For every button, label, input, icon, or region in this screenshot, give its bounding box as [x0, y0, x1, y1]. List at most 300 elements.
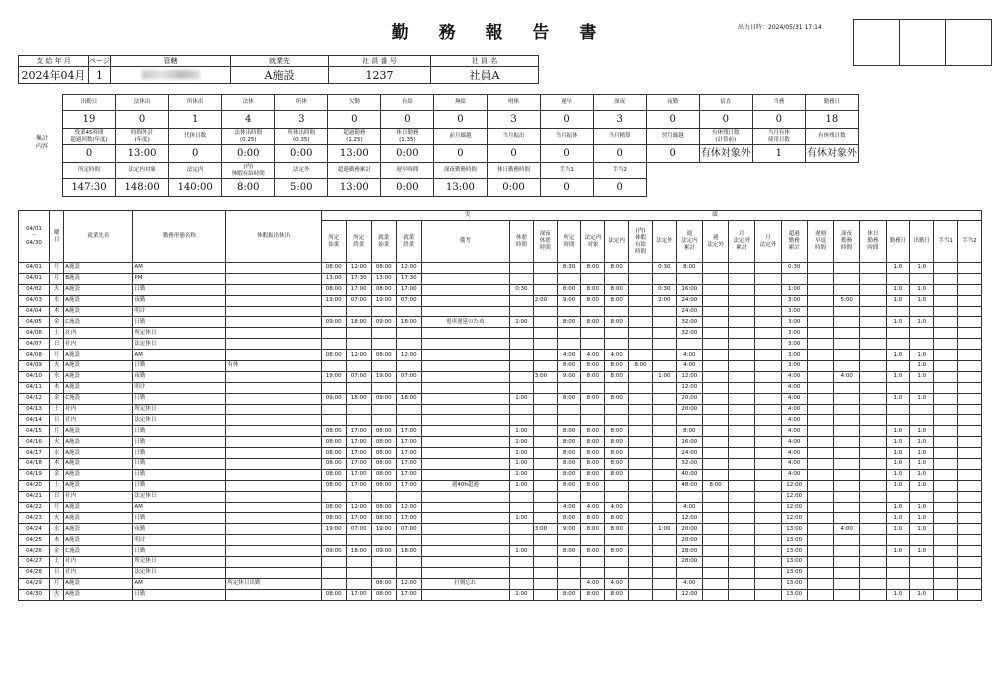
table-cell — [910, 578, 934, 589]
table-cell — [421, 382, 509, 393]
table-cell — [834, 469, 860, 480]
table-cell: A施設 — [64, 382, 133, 393]
table-cell — [957, 578, 981, 589]
table-cell: 1:00 — [509, 393, 533, 404]
table-cell — [957, 371, 981, 382]
table-cell — [910, 404, 934, 415]
table-cell — [396, 361, 421, 372]
table-cell: 18:00 — [396, 393, 421, 404]
table-cell — [509, 535, 533, 546]
table-cell — [729, 448, 755, 459]
table-cell: 19:00 — [371, 371, 396, 382]
table-cell — [886, 361, 910, 372]
table-cell — [934, 491, 958, 502]
column-header: 所定 時間 — [557, 221, 581, 263]
table-cell: 07:00 — [396, 524, 421, 535]
table-cell — [729, 263, 755, 274]
table-cell — [755, 567, 781, 578]
employee-number: 1237 — [329, 67, 431, 84]
table-cell: 04/07 — [19, 339, 50, 350]
table-cell: 04/21 — [19, 491, 50, 502]
table-cell — [629, 382, 653, 393]
table-cell: 8:00 — [557, 361, 581, 372]
table-cell — [605, 480, 629, 491]
table-cell: 8:00 — [557, 317, 581, 328]
table-cell — [755, 273, 781, 284]
table-cell — [533, 317, 557, 328]
table-cell — [807, 480, 833, 491]
table-cell — [910, 306, 934, 317]
table-cell: 8:00 — [581, 361, 605, 372]
table-cell — [557, 328, 581, 339]
table-cell — [581, 535, 605, 546]
table-cell: 1.0 — [886, 524, 910, 535]
table-cell — [533, 273, 557, 284]
table-cell: 4:00 — [581, 350, 605, 361]
summary-label: 法定内 — [169, 163, 222, 179]
table-cell — [934, 393, 958, 404]
table-cell — [729, 459, 755, 470]
summary-value: 0 — [699, 111, 752, 129]
table-cell: 8:00 — [605, 546, 629, 557]
summary-value: 3 — [275, 111, 328, 129]
table-cell: 8:00 — [676, 426, 702, 437]
table-cell: 12:00 — [781, 513, 807, 524]
table-cell: 28:00 — [676, 546, 702, 557]
table-cell: 2:00 — [652, 295, 676, 306]
table-cell: 1.0 — [910, 393, 934, 404]
table-cell: 3:00 — [781, 339, 807, 350]
table-cell — [729, 328, 755, 339]
table-cell: 1.0 — [910, 448, 934, 459]
table-cell — [605, 535, 629, 546]
table-cell: 1.0 — [910, 469, 934, 480]
table-cell: 月 — [49, 502, 63, 513]
table-cell — [346, 415, 371, 426]
table-cell: 日勤 — [133, 361, 226, 372]
table-cell: 日勤 — [133, 426, 226, 437]
table-cell: 12:00 — [781, 502, 807, 513]
table-cell — [421, 339, 509, 350]
table-cell — [860, 546, 886, 557]
table-cell: 水 — [49, 295, 63, 306]
table-cell — [957, 317, 981, 328]
table-cell — [807, 437, 833, 448]
table-cell — [371, 415, 396, 426]
summary-label: 時間外計 (年度) — [116, 129, 169, 145]
table-cell — [652, 339, 676, 350]
table-cell: 4:00 — [781, 382, 807, 393]
table-cell — [807, 371, 833, 382]
summary-value: 0:00 — [487, 179, 540, 197]
table-cell: 08:00 — [321, 459, 346, 470]
table-cell — [860, 513, 886, 524]
table-cell: 木 — [49, 459, 63, 470]
table-cell: 04/20 — [19, 480, 50, 491]
table-cell — [421, 546, 509, 557]
table-cell — [605, 415, 629, 426]
column-header: 出勤日 — [910, 221, 934, 263]
table-cell: 3:00 — [781, 295, 807, 306]
summary-label: 当月振休 — [540, 129, 593, 145]
table-cell: 1:00 — [509, 480, 533, 491]
table-cell — [421, 589, 509, 600]
table-cell: 18:00 — [396, 546, 421, 557]
table-cell: A施設 — [64, 295, 133, 306]
summary-label: 法休 — [222, 95, 275, 111]
table-cell — [652, 502, 676, 513]
column-header: 備考 — [421, 221, 509, 263]
table-cell — [652, 480, 676, 491]
table-cell — [533, 557, 557, 568]
summary-value: 140:00 — [169, 179, 222, 197]
table-cell — [729, 502, 755, 513]
table-cell: 08:00 — [371, 513, 396, 524]
table-cell — [860, 382, 886, 393]
table-cell — [581, 328, 605, 339]
table-cell — [509, 502, 533, 513]
table-cell — [860, 426, 886, 437]
results-group-header: 実 績 — [321, 211, 981, 221]
table-cell — [557, 567, 581, 578]
table-cell — [533, 546, 557, 557]
table-cell — [957, 491, 981, 502]
table-cell — [834, 546, 860, 557]
table-cell: 19:00 — [321, 524, 346, 535]
summary-value: 5:00 — [275, 179, 328, 197]
table-cell — [321, 557, 346, 568]
table-cell — [934, 524, 958, 535]
table-cell: 3:00 — [781, 361, 807, 372]
table-cell — [652, 491, 676, 502]
table-cell — [509, 557, 533, 568]
table-cell: 08:00 — [321, 284, 346, 295]
table-cell — [533, 404, 557, 415]
table-cell — [755, 426, 781, 437]
table-cell: 08:00 — [371, 469, 396, 480]
table-cell: 1:00 — [509, 546, 533, 557]
table-cell — [807, 469, 833, 480]
table-cell: 1:00 — [652, 371, 676, 382]
table-cell: 04/09 — [19, 361, 50, 372]
summary-value: 3 — [487, 111, 540, 129]
employee-name: 社員A — [431, 67, 539, 84]
table-cell: 所定休日出勤 — [226, 578, 321, 589]
table-cell — [934, 317, 958, 328]
table-cell — [421, 513, 509, 524]
table-cell — [755, 469, 781, 480]
table-cell — [581, 567, 605, 578]
table-cell: 12:00 — [396, 350, 421, 361]
table-cell: 1.0 — [910, 589, 934, 600]
table-cell: 日勤 — [133, 317, 226, 328]
table-cell — [509, 371, 533, 382]
table-cell: PM — [133, 273, 226, 284]
table-cell: 1:00 — [509, 448, 533, 459]
column-header: 法定内 — [605, 221, 629, 263]
table-cell — [533, 502, 557, 513]
table-cell: 8:00 — [557, 393, 581, 404]
table-cell: A施設 — [64, 502, 133, 513]
table-cell: 8:00 — [605, 317, 629, 328]
table-cell: 20:00 — [676, 393, 702, 404]
table-cell: 17:00 — [346, 448, 371, 459]
table-cell — [755, 546, 781, 557]
table-cell — [702, 437, 728, 448]
period-range: 04/01 ～ 04/30 — [19, 211, 50, 263]
table-cell — [652, 404, 676, 415]
table-cell: B施設 — [64, 273, 133, 284]
table-cell — [957, 502, 981, 513]
table-cell: 04/17 — [19, 448, 50, 459]
summary-label: 遅早時間 — [381, 163, 434, 179]
table-cell — [533, 459, 557, 470]
table-row — [19, 404, 982, 415]
table-cell: 1.0 — [886, 437, 910, 448]
table-cell — [729, 404, 755, 415]
table-cell — [755, 557, 781, 568]
table-cell — [934, 557, 958, 568]
table-cell — [934, 546, 958, 557]
table-cell — [957, 404, 981, 415]
table-cell — [729, 317, 755, 328]
table-cell: 8:00 — [581, 263, 605, 274]
summary-value: 148:00 — [116, 179, 169, 197]
table-cell: 07:00 — [396, 371, 421, 382]
table-cell — [226, 469, 321, 480]
table-cell — [533, 382, 557, 393]
table-cell — [957, 393, 981, 404]
table-cell: 社内 — [64, 557, 133, 568]
table-cell: 17:30 — [396, 273, 421, 284]
table-cell: 社内 — [64, 567, 133, 578]
table-cell — [226, 306, 321, 317]
table-cell: 04/12 — [19, 393, 50, 404]
table-cell: 8:00 — [557, 426, 581, 437]
table-cell — [533, 589, 557, 600]
table-cell — [910, 535, 934, 546]
table-cell — [957, 382, 981, 393]
table-cell — [321, 567, 346, 578]
table-cell: A施設 — [64, 459, 133, 470]
summary-label: 翌月繰越 — [646, 129, 699, 145]
table-cell: 0:30 — [652, 284, 676, 295]
table-cell: 8:00 — [605, 426, 629, 437]
table-cell — [729, 480, 755, 491]
table-cell: 17:00 — [396, 513, 421, 524]
table-cell — [509, 567, 533, 578]
table-cell: 12:00 — [676, 513, 702, 524]
table-row — [19, 371, 982, 382]
table-cell — [755, 317, 781, 328]
table-cell: 1.0 — [886, 426, 910, 437]
table-cell: A施設 — [64, 350, 133, 361]
table-cell — [934, 480, 958, 491]
summary-value: 0 — [593, 145, 646, 163]
table-cell — [629, 448, 653, 459]
table-cell: 8:00 — [557, 513, 581, 524]
table-cell — [509, 415, 533, 426]
table-cell — [934, 382, 958, 393]
table-cell — [910, 415, 934, 426]
table-cell: 1.0 — [886, 350, 910, 361]
table-cell: 1.0 — [910, 437, 934, 448]
table-cell — [226, 350, 321, 361]
table-cell — [226, 437, 321, 448]
table-cell: 夜勤 — [133, 371, 226, 382]
column-header: 勤務形態名称 — [133, 211, 226, 263]
table-cell — [321, 339, 346, 350]
table-cell — [629, 328, 653, 339]
summary-value: 0 — [381, 111, 434, 129]
table-cell: 04/10 — [19, 371, 50, 382]
table-cell — [371, 361, 396, 372]
table-cell: 17:30 — [346, 273, 371, 284]
table-cell: 8:00 — [581, 317, 605, 328]
table-cell: 所定休日 — [133, 404, 226, 415]
table-cell: 04/30 — [19, 589, 50, 600]
table-cell: 5:00 — [834, 295, 860, 306]
table-cell — [509, 578, 533, 589]
table-cell: 8:00 — [605, 448, 629, 459]
table-cell — [371, 557, 396, 568]
table-cell — [371, 328, 396, 339]
employee-header-table — [18, 55, 539, 84]
table-cell — [226, 524, 321, 535]
table-cell — [605, 382, 629, 393]
table-cell — [755, 437, 781, 448]
table-cell — [321, 578, 346, 589]
table-cell — [702, 382, 728, 393]
table-cell: 8:00 — [676, 263, 702, 274]
table-cell — [226, 284, 321, 295]
summary-value: 0 — [540, 145, 593, 163]
table-cell — [421, 273, 509, 284]
table-cell — [860, 491, 886, 502]
table-cell — [755, 524, 781, 535]
summary-value: 0 — [169, 145, 222, 163]
table-cell — [652, 589, 676, 600]
table-cell: 1:00 — [652, 524, 676, 535]
summary-label: 法定内対象 — [116, 163, 169, 179]
table-row — [19, 469, 982, 480]
table-cell: 08:00 — [321, 513, 346, 524]
table-cell — [557, 557, 581, 568]
summary-label: 手当1 — [540, 163, 593, 179]
table-cell — [957, 273, 981, 284]
table-cell — [421, 437, 509, 448]
table-cell — [371, 339, 396, 350]
table-cell — [533, 415, 557, 426]
summary-label: 前月繰越 — [434, 129, 487, 145]
table-cell — [629, 437, 653, 448]
table-cell — [807, 535, 833, 546]
table-cell — [652, 557, 676, 568]
table-cell: 13:00 — [781, 524, 807, 535]
table-cell — [421, 426, 509, 437]
table-cell — [371, 382, 396, 393]
table-cell: 1.0 — [886, 589, 910, 600]
table-cell: 4:00 — [781, 426, 807, 437]
table-cell — [957, 513, 981, 524]
table-cell — [860, 502, 886, 513]
table-cell — [834, 306, 860, 317]
table-cell: 08:00 — [321, 502, 346, 513]
summary-label: 当月振出 — [487, 129, 540, 145]
table-cell — [421, 459, 509, 470]
table-cell — [729, 361, 755, 372]
table-cell — [886, 415, 910, 426]
table-cell — [834, 404, 860, 415]
table-cell — [807, 557, 833, 568]
printed-timestamp: 出力日時：2024/05/31 17:14 — [738, 24, 822, 31]
table-cell — [934, 426, 958, 437]
table-cell — [371, 491, 396, 502]
table-cell — [729, 273, 755, 284]
table-row — [19, 546, 982, 557]
table-cell — [957, 546, 981, 557]
table-row — [19, 361, 982, 372]
label-pay-month: 支 給 年 月 — [19, 56, 89, 67]
summary-value: 13:00 — [434, 179, 487, 197]
table-cell: 土 — [49, 328, 63, 339]
column-header: 勤務日 — [886, 221, 910, 263]
table-cell — [860, 317, 886, 328]
table-cell — [702, 371, 728, 382]
table-cell — [346, 491, 371, 502]
table-cell: 13:00 — [371, 273, 396, 284]
table-cell: 20:00 — [676, 524, 702, 535]
workplace: A施設 — [231, 67, 329, 84]
table-cell — [421, 567, 509, 578]
table-cell — [934, 469, 958, 480]
table-cell: C施設 — [64, 393, 133, 404]
table-row — [19, 535, 982, 546]
table-cell: 17:00 — [346, 284, 371, 295]
table-cell: 17:00 — [346, 589, 371, 600]
table-cell — [886, 306, 910, 317]
weekday-header: 曜 日 — [49, 211, 63, 263]
stamp-box — [854, 20, 900, 66]
table-cell: 日勤 — [133, 448, 226, 459]
table-cell — [860, 448, 886, 459]
table-cell — [702, 502, 728, 513]
table-cell: 8:00 — [605, 437, 629, 448]
table-cell: 19:00 — [321, 295, 346, 306]
table-cell: 日勤 — [133, 513, 226, 524]
table-cell — [581, 557, 605, 568]
label-jurisdiction: 管轄 — [111, 56, 231, 67]
table-cell: 13:00 — [321, 273, 346, 284]
table-cell: 明け — [133, 535, 226, 546]
table-cell: 17:00 — [396, 469, 421, 480]
table-cell — [702, 284, 728, 295]
table-cell: AM — [133, 578, 226, 589]
table-cell — [807, 589, 833, 600]
table-cell — [807, 546, 833, 557]
table-cell — [652, 513, 676, 524]
table-row — [19, 350, 982, 361]
table-cell: 16:00 — [676, 284, 702, 295]
table-cell — [226, 491, 321, 502]
summary-empty-cell — [805, 163, 858, 179]
table-cell — [652, 437, 676, 448]
table-cell — [652, 393, 676, 404]
table-cell: 日勤 — [133, 469, 226, 480]
table-cell — [509, 361, 533, 372]
table-cell: 8:00 — [605, 524, 629, 535]
column-header: 深夜 勤務 時間 — [834, 221, 860, 263]
